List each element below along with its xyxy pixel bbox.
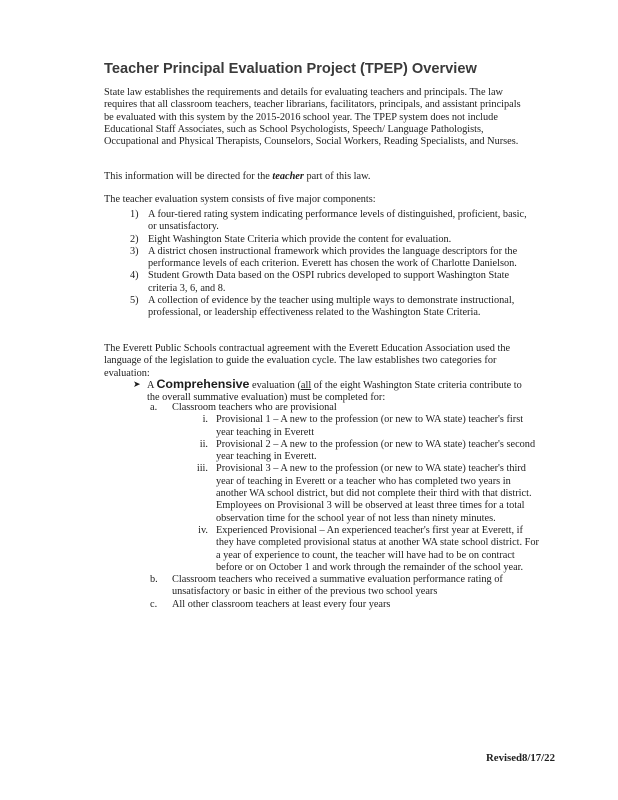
list-letter: a. [150,402,158,413]
list-item-text: Classroom teachers who are provisional [172,402,337,413]
page-title: Teacher Principal Evaluation Project (TPEP) Overview [104,61,477,77]
comprehensive-text [133,378,533,405]
list-item-text: Eight Washington State Criteria which provide the content for evaluation. [148,233,452,245]
agreement-paragraph: The Everett Public Schools contractual agreement with the Everett Education Association used the language of the legislation to guide the evaluation cycle. The law establishes two categories for evaluation: [104,343,511,379]
list-item-text: A collection of evidence by the teacher using multiple ways to demonstrate instructional, professional, or leadership effectiveness related to the Washington State Criteria. [148,295,515,319]
roman-number: iii. [196,463,208,475]
components-intro: The teacher evaluation system consists of five major components: [104,194,376,205]
provisional-list [182,414,540,574]
list-item [150,402,540,574]
list-item [150,574,540,599]
list-number: 5) [130,295,139,307]
list-number: 4) [130,270,139,282]
teacher-emphasis: teacher [272,171,304,182]
list-item [182,463,540,524]
list-item [150,599,540,611]
list-letter: c. [150,598,158,610]
list-item [182,414,540,439]
comprehensive-middle: evaluation ( [249,380,301,391]
teacher-note-paragraph [104,171,524,183]
list-number: 1) [130,209,139,220]
list-item-text: All other classroom teachers at least every four years [172,598,391,610]
roman-number: ii. [199,438,208,450]
list-item [130,209,530,234]
comprehensive-bullet [133,378,533,405]
roman-number: iv. [198,524,208,536]
list-item-text: Student Growth Data based on the OSPI rubrics developed to support Washington State criteria 3, 6, and 8. [148,270,510,294]
components-list [130,209,530,320]
list-item-text: Provisional 1 – A new to the profession (or new to WA state) teacher's first year teaching in Everett [216,414,524,438]
roman-number: i. [202,414,208,426]
list-item [130,246,530,271]
arrow-bullet-icon: ➤ [133,379,141,389]
list-item [182,439,540,464]
comprehensive-keyword: Comprehensive [156,377,250,391]
list-letter: b. [150,574,158,586]
list-item-text: Provisional 2 – A new to the profession (or new to WA state) teacher's second year teaching in Everett. [216,438,536,463]
list-number: 2) [130,233,139,245]
teacher-note-before: This information will be directed for the [104,171,273,182]
list-item-text: A four-tiered rating system indicating performance levels of distinguished, proficient, basic, or unsatisfactory. [148,209,527,233]
list-item-text: A district chosen instructional framework which provides the language descriptors for the performance levels of each criterion. Everett has chosen the work of Charlotte Danielson. [148,245,518,270]
categories-list [150,402,540,611]
list-item-text: Classroom teachers who received a summative evaluation performance rating of unsatisfactory or basic in either of the previous two school years [172,574,503,598]
list-item [130,295,530,320]
revision-date: Revised8/17/22 [486,752,555,764]
list-item [130,270,530,295]
intro-paragraph: State law establishes the requirements and details for evaluating teachers and principals. The law requires that all classroom teachers, teacher librarians, facilitators, principals, and assistant principals be evaluated with this system by the 2015-2016 school year. The TPEP system does not include Educational Staff Associates, such as School Psychologists, Speech/ Language Pathologists, Occupational and Physical Therapists, Counselors, Social Workers, Reading Specialists, and Nurses. [104,87,521,148]
comprehensive-rest: of the eight Washington State criteria contribute to the overall summative evaluation) must be completed for: [147,380,522,404]
list-item-text: Experienced Provisional – An experienced teacher's first year at Everett, if they have completed provisional status at another WA state school district. For a year of experience to count, the teacher will have had to be on contract before or on October 1 and work through the remainder of the school year. [216,524,539,573]
teacher-note-after: part of this law. [303,171,371,182]
all-underlined: all [300,380,312,391]
list-item-text: Provisional 3 – A new to the profession (or new to WA state) teacher's third year of teaching in Everett or a teacher who has completed two years in another WA school district, but did not complete their third with that district. Employees on Provisional 3 will be observed at least three times for a total observation time for the school year of not less than ninety minutes. [216,463,532,524]
list-item [182,525,540,574]
comprehensive-lead: A [147,380,157,391]
list-number: 3) [130,245,139,257]
list-item [130,234,530,246]
